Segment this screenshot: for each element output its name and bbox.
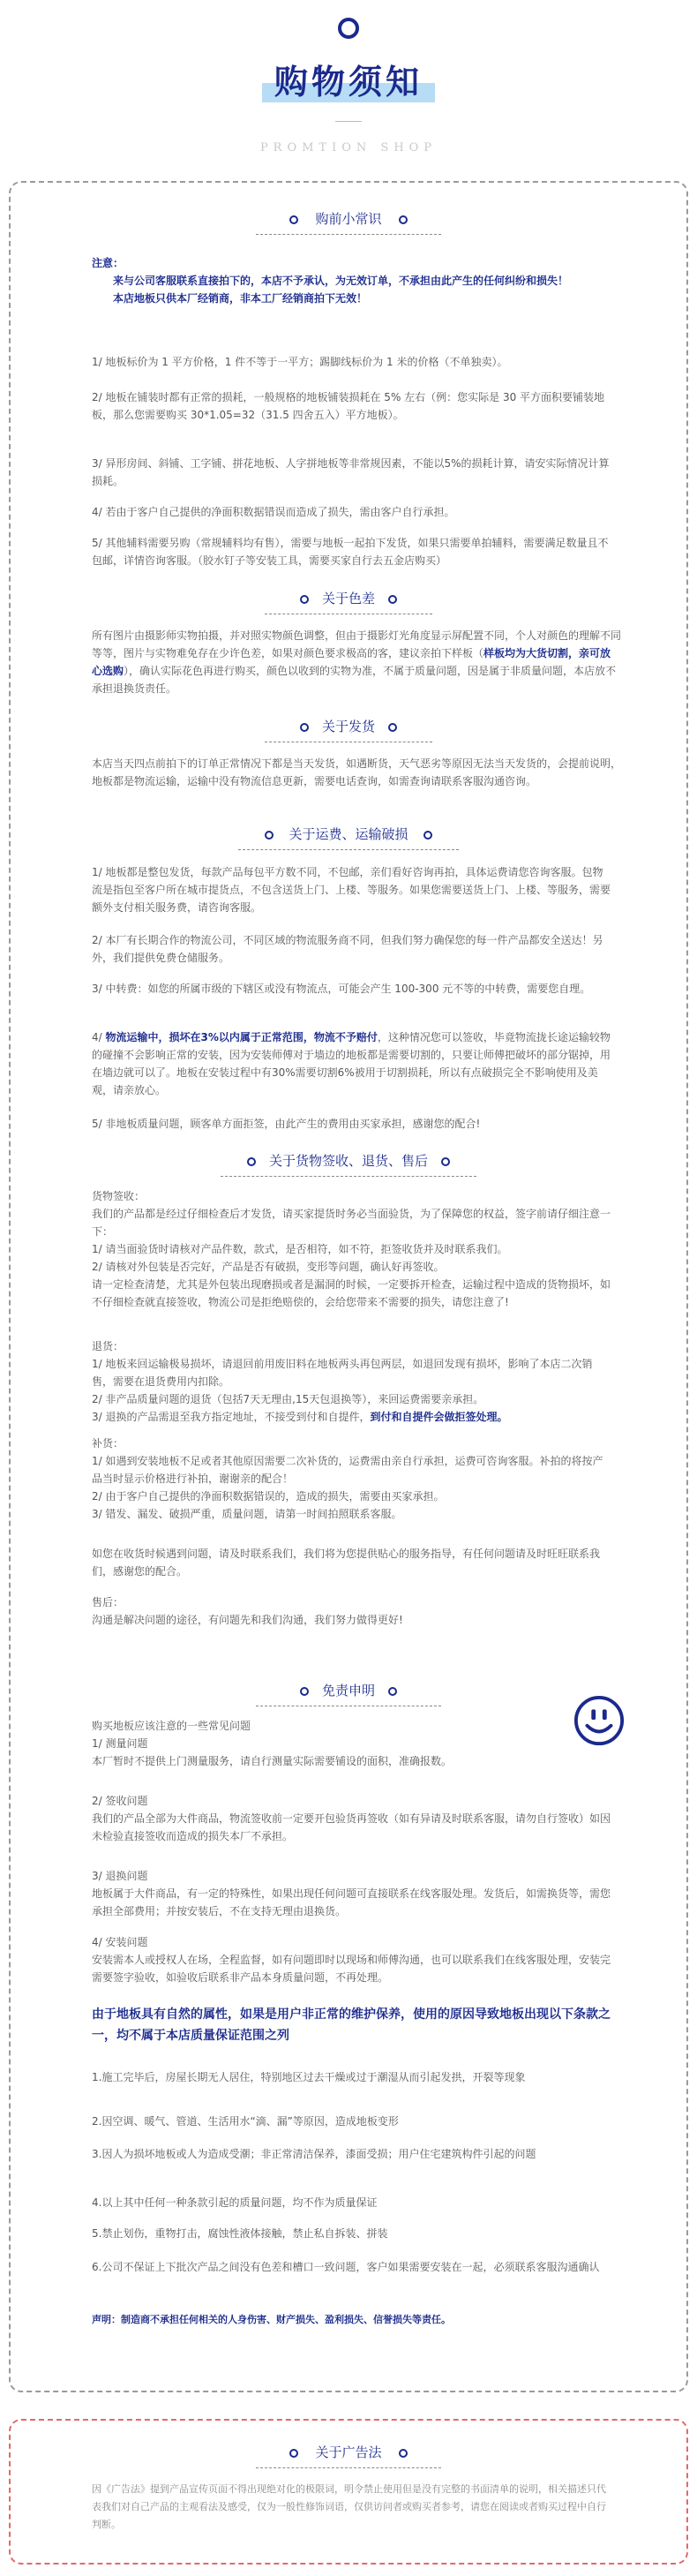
section-title: 关于广告法 [315, 2444, 382, 2460]
supplement-item-3: 3/ 错发、漏发、破损严重，质量问题，请第一时间拍照联系客服。 [92, 1508, 402, 1520]
return-item-3-highlight: 到付和自提件会做拒签处理。 [370, 1411, 508, 1423]
page-subtitle: PROMTION SHOP [259, 141, 438, 154]
precaution-item-5: 5/ 其他辅料需要另购（常规辅料均有售），需要与地板一起拍下发货，如果只需要单拍辅料，需要满足数量且不包邮，详情咨询客服。（胶水钉子等安装工具，需要买家自行去五金店购买） [92, 537, 609, 567]
return-item-1: 1/ 地板来回运输极易损坏，请退回前用废旧料在地板两头再包两层，如退回发现有损坏，影响了本店二次销售，需要在退货费用内扣除。 [92, 1358, 593, 1388]
receipt-care: 如您在收货时候遇到问题，请及时联系我们，我们将为您提供贴心的服务指导，有任何问题请及时旺旺联系我们，感谢您的配合。 [92, 1548, 601, 1578]
notice-line-2: 本店地板只供本厂经销商，非本工厂经销商拍下无效！ [113, 292, 368, 305]
clause-5: 5.禁止划伤，重物打击，腐蚀性液体接触，禁止私自拆装、拼装 [92, 2227, 388, 2240]
sign-intro: 我们的产品都是经过仔细检查后才发货，请买家提货时务必当面验货，为了保障您的权益，签字前请仔细注意一下： [92, 1208, 611, 1238]
section-title: 关于色差 [321, 591, 375, 606]
notice-title: 注意： [92, 257, 124, 269]
return-item-2: 2/ 非产品质量问题的退货（包括7天无理由,15天包退换等），来回运费需要亲承担。 [92, 1393, 484, 1405]
after-sales-body: 沟通是解决问题的途径，有问题先和我们沟通，我们努力做得更好! [92, 1614, 403, 1626]
after-sales-title: 售后： [92, 1596, 124, 1608]
freight-item-3: 3/ 中转费：如您的所属市级的下辖区或没有物流点，可能会产生 100-300 元不等的中转费，需要您自理。 [92, 983, 591, 995]
q2-title: 2/ 签收问题 [92, 1795, 148, 1807]
freight-item-4 [92, 1028, 612, 1099]
freight-item-1: 1/ 地板都是整包发货，每款产品每包平方数不同，不包邮，亲们看好咨询再拍，具体运费请您咨询客服。包物流是指包至客户所在城市提货点，不包含送货上门、上楼、等服务。如果您需要送货上门、上楼、等服务，需要额外支付相关服务费，请咨询客服。 [92, 866, 611, 914]
freight-item-4-highlight: 物流运输中，损坏在3%以内属于正常范围，物流不予赔付 [105, 1031, 378, 1043]
q4-title: 4/ 安装问题 [92, 1936, 148, 1948]
clause-6: 6.公司不保证上下批次产品之间没有色差和槽口一致问题，客户如果需要安装在一起，必须联系客服沟通确认 [92, 2261, 600, 2273]
clause-1: 1.施工完毕后，房屋长期无人居住，特别地区过去干燥或过于潮湿从而引起发拱，开裂等现象 [92, 2071, 526, 2083]
disclaimer-intro: 购买地板应该注意的一些常见问题 [92, 1720, 251, 1732]
supplement-item-1: 1/ 如遇到安装地板不足或者其他原因需要二次补货的，运费需由亲自行承担，运费可咨询客服。补拍的将按产品当时显示价格进行补拍，谢谢亲的配合！ [92, 1455, 603, 1485]
receipt-after-block [92, 1593, 612, 1629]
section-underline [256, 234, 441, 236]
receipt-sign-block [92, 1187, 612, 1311]
q1-title: 1/ 测量问题 [92, 1737, 148, 1750]
return-item-3: 3/ 退换的产品需退至我方指定地址，不接受到付和自提件， [92, 1411, 371, 1423]
precaution-item-3: 3/ 异形房间、斜铺、工字铺、拼花地板、人字拼地板等非常规因素，不能以5%的损耗计算，请安实际情况计算损耗。 [92, 457, 610, 487]
clause-4: 4.以上其中任何一种条款引起的质量问题，均不作为质量保证 [92, 2196, 378, 2209]
shipping-body: 本店当天四点前拍下的订单正常情况下都是当天发货，如遇断货，天气恶劣等原因无法当天发货的，会提前说明，地板都是物流运输，运输中没有物流信息更新，需要电话查询，如需查询请联系客服沟通咨询。 [92, 757, 622, 787]
q1-body: 本厂暂时不提供上门测量服务，请自行测量实际需要铺设的面积，准确报数。 [92, 1755, 453, 1767]
ring-icon [399, 215, 408, 224]
supplement-title: 补货： [92, 1437, 124, 1450]
ring-icon [399, 2449, 408, 2458]
section-underline [265, 614, 432, 615]
section-heading-receipt [0, 1149, 697, 1176]
notice-line-1: 来与公司客服联系直接拍下的，本店不予承认，为无效订单，不承担由此产生的任何纠纷和损失！ [113, 275, 569, 287]
sign-title: 货物签收： [92, 1190, 146, 1202]
sign-item-1: 1/ 请当面验货时请核对产品件数，款式，是否相符，如不符，拒签收货并及时联系我们。 [92, 1243, 508, 1255]
section-heading-color [0, 587, 697, 614]
notice-block [92, 254, 612, 307]
disclaimer-statement: 声明：制造商不承担任何相关的人身伤害、财产损失、盈利损失、信誉损失等责任。 [92, 2314, 451, 2325]
title-divider [335, 121, 362, 122]
q3-title: 3/ 退换问题 [92, 1870, 148, 1882]
section-title: 免责申明 [321, 1683, 375, 1699]
section-underline [221, 1176, 476, 1178]
disclaimer-q2-block [92, 1792, 612, 1845]
section-heading-ad-law [0, 2441, 697, 2467]
ring-icon [441, 1157, 450, 1166]
ring-icon [423, 831, 432, 840]
clause-3: 3.因人为损坏地板或人为造成受潮；非正常清洁保养，漆面受损；用户住宅建筑构件引起的问题 [92, 2148, 536, 2160]
freight-item-5: 5/ 非地板质量问题，顾客单方面拒签，由此产生的费用由买家承担，感谢您的配合! [92, 1118, 481, 1130]
q4-body: 安装需本人或授权人在场，全程监督，如有问题即时以现场和师傅沟通，也可以联系我们在线客服处理，安装完需要签字验收，如验收后联系非产品本身质量问题，不再处理。 [92, 1954, 611, 1984]
ring-icon [388, 723, 397, 732]
section-underline [256, 2467, 441, 2469]
page-title-block [262, 55, 435, 108]
section-underline [238, 849, 459, 851]
q2-body: 我们的产品全部为大件商品，物流签收前一定要开包验货再签收（如有异请及时联系客服，请勿自行签收）如因未检验直接签收而造成的损失本厂不承担。 [92, 1812, 611, 1842]
header-ring-icon [338, 18, 359, 39]
freight-item-4-prefix: 4/ [92, 1031, 106, 1043]
section-title: 关于发货 [321, 719, 375, 734]
section-heading-shipping [0, 715, 697, 742]
section-heading-freight [0, 823, 697, 849]
receipt-supplement-block [92, 1435, 612, 1523]
ring-icon [388, 595, 397, 604]
precaution-item-2: 2/ 地板在铺装时都有正常的损耗，一般规格的地板铺装损耗在 5% 左右（例：您实际是 30 平方面积要铺装地板，那么您需要购买 30*1.05=32（31.5 四舍五入）平方地板）。 [92, 391, 605, 421]
color-body-text: 所有图片由摄影师实物拍摄，并对照实物颜色调整，但由于摄影灯光角度显示屏配置不同，个人对颜色的理解不同等等，图片与实物难免存在少许色差，如果对颜色要求极高的客，建议亲拍下样板（样板均为大货切割，亲可放心选购），确认实际花色再进行购买，颜色以收到的实物为准，不属于质量问题，因是属于非质量问题，本店放不承担退换货责任。 [92, 629, 622, 695]
ad-law-body: 因《广告法》提到产品宣传页面不得出现绝对化的极限词，明令禁止使用但是没有完整的书面清单的说明，相关描述只代表我们对自己产品的主观看法及感受，仅为一般性修饰词语，仅供访问者或购买者参考，请您在阅读或者购买过程中自行判断。 [92, 2483, 606, 2530]
color-body [92, 627, 621, 697]
q3-body: 地板属于大件商品，有一定的特殊性，如果出现任何问题可直接联系在线客服处理。发货后，如需换货等，需您承担全部费用；并按安装后，不在支持无理由退换货。 [92, 1887, 611, 1917]
return-title: 退货： [92, 1340, 124, 1352]
sign-note: 请一定检查清楚，尤其是外包装出现磨损或者是漏洞的时候，一定要拆开检查，运输过程中造成的货物损坏，如不仔细检查就直接签收，物流公司是拒绝赔偿的，会给您带来不需要的损失，请您注意了! [92, 1278, 611, 1308]
freight-item-4-rest: ，这种情况您可以签收，毕竟物流拢长途运输较物的碰撞不会影响正常的安装，因为安装师傅对于墙边的地板都是需要切割的，只要让师傅把破坏的部分锯掉，用在墙边就可以了。地板在安装过程中有30%需要切割6%被用于切割损耗，所以有点破损完全不影响使用及美观，请亲放心。 [92, 1031, 611, 1096]
section-title: 购前小常识 [315, 211, 382, 227]
freight-item-2: 2/ 本厂有长期合作的物流公司，不同区域的物流服务商不同，但我们努力确保您的每一件产品都安全送达！另外，我们提供免费仓储服务。 [92, 934, 603, 964]
ring-icon [388, 1687, 397, 1696]
disclaimer-q1-block [92, 1717, 612, 1770]
section-underline [265, 742, 432, 743]
disclaimer-q4-block [92, 1933, 612, 1986]
section-title: 关于运费、运输破损 [289, 826, 408, 842]
section-title: 关于货物签收、退货、售后 [268, 1153, 428, 1169]
receipt-return-block [92, 1337, 612, 1426]
page-title: 购物须知 [274, 62, 423, 102]
color-body-highlight: 样板均为大货切割，亲可放心选购 [92, 647, 611, 677]
section-underline [256, 1706, 441, 1707]
section-heading-precautions [0, 207, 697, 234]
supplement-item-2: 2/ 由于客户自己提供的净面积数据错误的，造成的损失，需要由买家承担。 [92, 1490, 445, 1503]
sign-item-2: 2/ 请核对外包装是否完好，产品是否有破损，变形等问题，确认好再签收。 [92, 1261, 445, 1273]
clause-2: 2.因空调、暖气、管道、生活用水“滴、漏”等原因，造成地板变形 [92, 2115, 399, 2128]
disclaimer-q3-block [92, 1867, 612, 1920]
disclaimer-warning: 由于地板具有自然的属性，如果是用户非正常的维护保养，使用的原因导致地板出现以下条款之一，均不属于本店质量保证范围之列 [92, 2007, 611, 2043]
precaution-item-1: 1/ 地板标价为 1 平方价格，1 件不等于一平方；踢脚线标价为 1 米的价格（不单独卖）。 [92, 356, 508, 368]
precaution-item-4: 4/ 若由于客户自己提供的净面积数据错误而造成了损失，需由客户自行承担。 [92, 506, 455, 518]
